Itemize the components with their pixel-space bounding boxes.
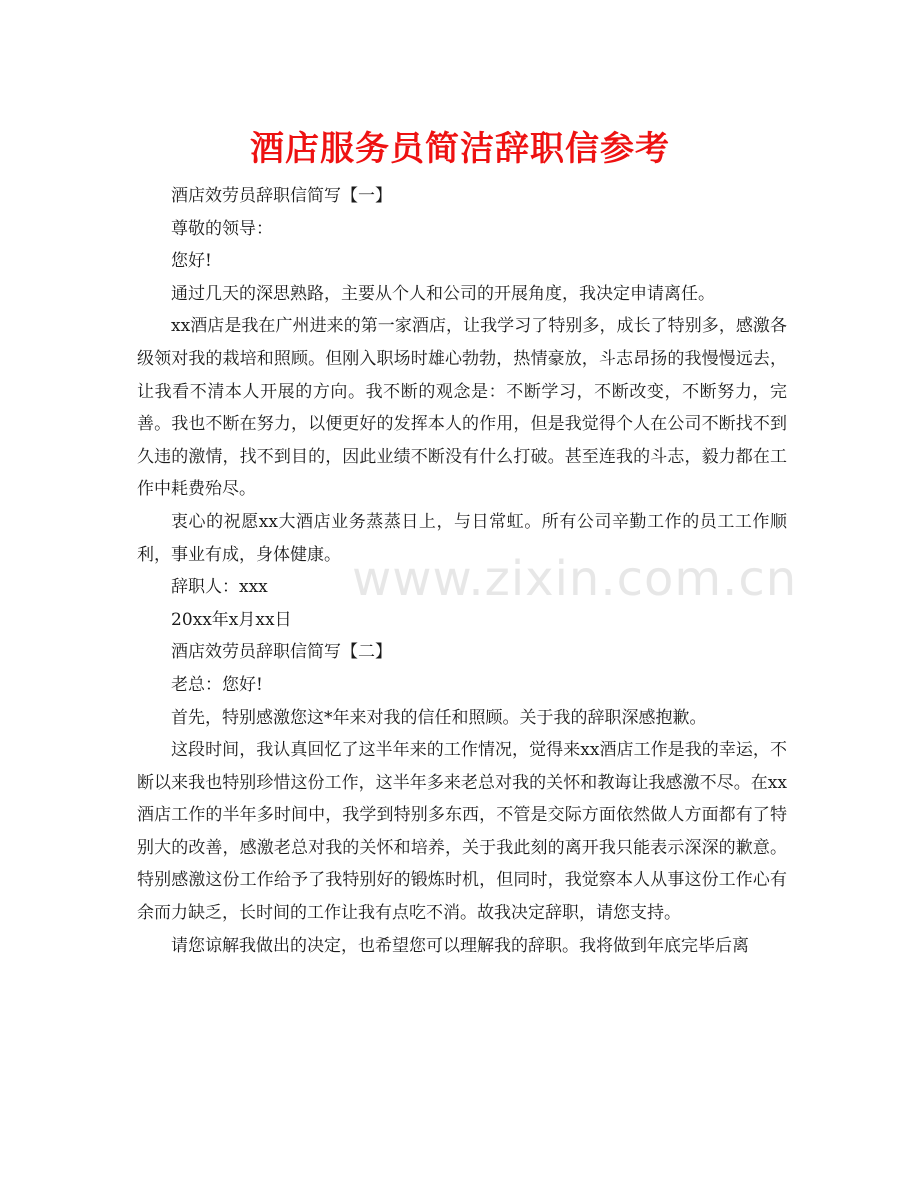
body-paragraph: 请您谅解我做出的决定，也希望您可以理解我的辞职。我将做到年底完毕后离: [171, 935, 749, 956]
signature-line: 辞职人：xxx: [171, 577, 268, 598]
watermark: www.zixin.com.cn: [352, 551, 798, 607]
section-heading-2: 酒店效劳员辞职信简写【二】: [171, 642, 392, 663]
salutation: 老总：您好!: [171, 674, 263, 695]
document-title: 酒店服务员简洁辞职信参考: [250, 129, 670, 169]
greeting: 您好!: [171, 251, 212, 272]
body-paragraph: 这段时间，我认真回忆了这半年来的工作情况，觉得来xx酒店工作是我的幸运，不断以来我也特别珍惜这份工作，这半年多来老总对我的关怀和教诲让我感激不尽。在xx酒店工作的半年多时间中，我学到特别多东西，不管是交际方面依然做人方面都有了特别大的改善，感激老总对我的关怀和培养，关于我此刻的离开我只能表示深深的歉意。特别感激这份工作给予了我特别好的锻炼时机，但同时，我觉察本人从事这份工作心有余而力缺乏，长时间的工作让我有点吃不消。故我决定辞职，请您支持。: [137, 740, 787, 924]
body-paragraph: 首先，特别感激您这*年来对我的信任和照顾。关于我的辞职深感抱歉。: [171, 707, 707, 728]
body-paragraph: xx酒店是我在广州进来的第一家酒店，让我学习了特别多，成长了特别多，感激各级领对我的栽培和照顾。但刚入职场时雄心勃勃，热情豪放，斗志昂扬的我慢慢远去，让我看不清本人开展的方向。我不断的观念是：不断学习，不断改变，不断努力，完善。我也不断在努力，以便更好的发挥本人的作用，但是我觉得个人在公司不断找不到久违的激情，找不到目的，因此业绩不断没有什么打破。甚至连我的斗志，毅力都在工作中耗费殆尽。: [137, 316, 787, 500]
body-paragraph: 衷心的祝愿xx大酒店业务蒸蒸日上，与日常虹。所有公司辛勤工作的员工工作顺利，事业有成，身体健康。: [137, 511, 787, 565]
document-body: [137, 180, 787, 962]
salutation: 尊敬的领导：: [171, 218, 273, 239]
body-paragraph: 通过几天的深思熟路，主要从个人和公司的开展角度，我决定申请离任。: [171, 283, 715, 304]
section-heading-1: 酒店效劳员辞职信简写【一】: [171, 186, 392, 206]
date-line: 20xx年x月xx日: [171, 609, 292, 630]
